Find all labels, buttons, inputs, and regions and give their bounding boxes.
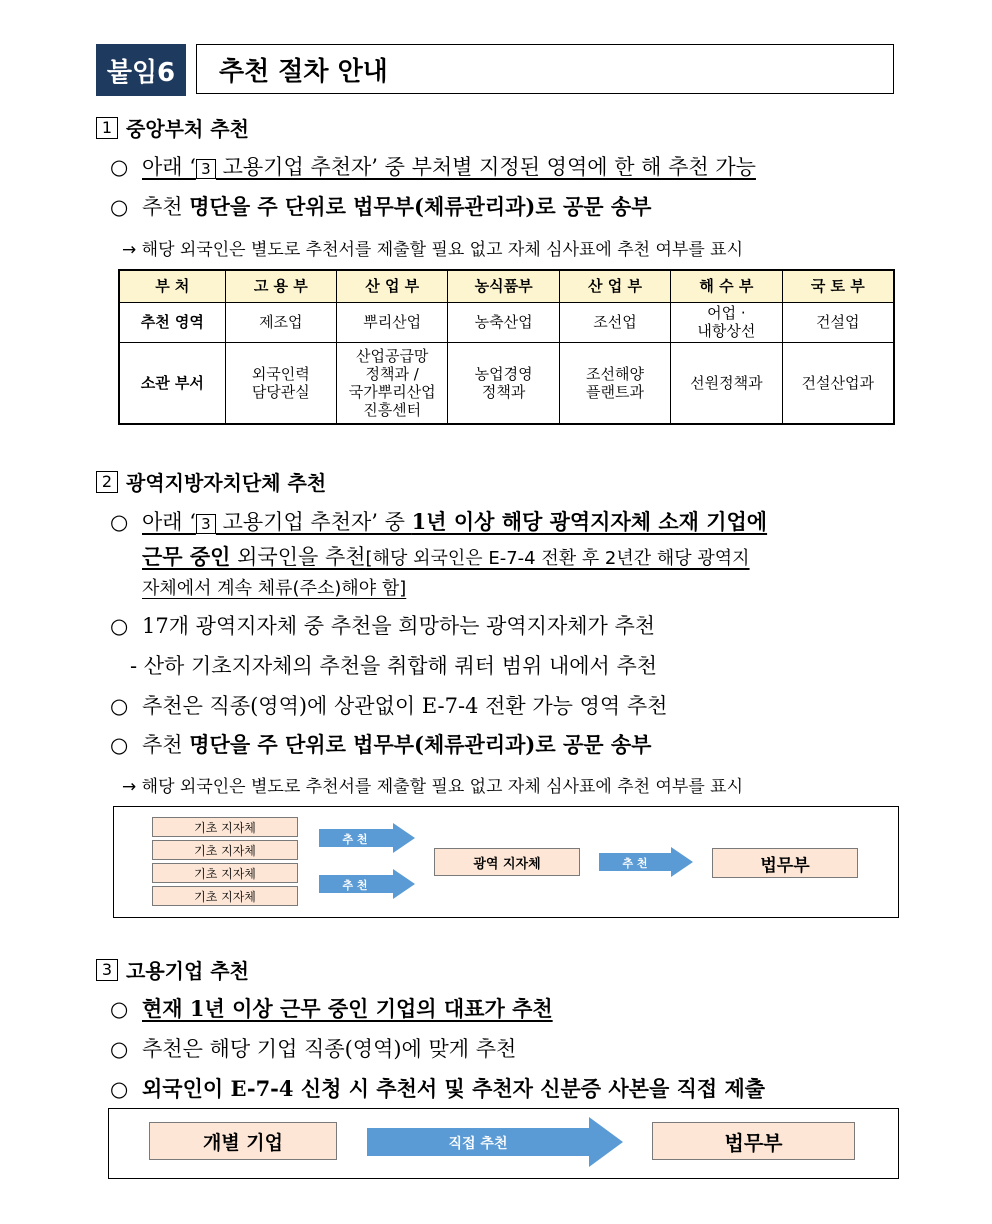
- table-cell: 농축산업: [448, 302, 559, 342]
- flow-middle-box: 광역 지자체: [434, 848, 580, 876]
- bullet-text-bold: 명단을 주 단위로 법무부(체류관리과)로 공문 송부: [189, 732, 652, 757]
- flow-source-box: 기초 지자체: [152, 840, 298, 860]
- flow-diagram-1: [113, 806, 899, 918]
- table-header-cell: 고 용 부: [225, 270, 336, 302]
- flow-arrow-label: 추 천: [622, 857, 648, 870]
- bullet-text: [142, 155, 756, 179]
- table-header-cell: 산 업 부: [559, 270, 670, 302]
- bullet-text-note: 자체에서 계속 체류(주소)해야 함]: [142, 578, 407, 599]
- bullet-marker: ○: [110, 1077, 129, 1101]
- table-header-row: [119, 270, 894, 302]
- bullet-text: 17개 광역지자체 중 추천을 희망하는 광역지자체가 추천: [142, 614, 656, 638]
- bullet-text: [142, 545, 750, 569]
- table-header-cell: 국 토 부: [782, 270, 894, 302]
- section-1-number: 1: [96, 117, 118, 139]
- bullet-marker: ○: [110, 997, 129, 1021]
- table-cell: 조선해양 플랜트과: [559, 342, 670, 424]
- section-3-number: 3: [96, 959, 118, 981]
- bullet-text: 현재 1년 이상 근무 중인 기업의 대표가 추천: [142, 996, 553, 1021]
- bullet-text-post: 고용기업 추천자’ 중 부처별 지정된 영역에 한 해 추천 가능: [215, 155, 756, 179]
- bullet-marker: ○: [110, 1037, 129, 1061]
- section-2-heading: [96, 467, 326, 496]
- bullet-text-pre: 추천: [142, 195, 190, 219]
- bullet-text-bold: 명단을 주 단위로 법무부(체류관리과)로 공문 송부: [189, 194, 652, 219]
- section-1-bullet-1: [110, 151, 756, 181]
- section-2-bullet-3: [110, 690, 667, 720]
- table-cell: 조선업: [559, 302, 670, 342]
- ministry-table: [118, 269, 895, 425]
- table-cell: 외국인력 담당관실: [225, 342, 336, 424]
- section-2-bullet-1-line-3: [142, 574, 406, 600]
- bullet-marker: ○: [110, 155, 129, 179]
- page-title: 추천 절차 안내: [196, 44, 894, 94]
- flow-arrow-label: 추 천: [342, 879, 368, 892]
- ref-number: 3: [196, 514, 216, 534]
- flow-arrow-label: 직접 추천: [448, 1136, 508, 1152]
- section-3-bullet-1: [110, 993, 553, 1023]
- table-row-header: 소관 부서: [119, 342, 225, 424]
- flow-arrow-label: 추 천: [342, 833, 368, 846]
- bullet-marker: ○: [110, 694, 129, 718]
- bullet-marker: ○: [110, 510, 129, 534]
- flow-diagram-2: [108, 1108, 899, 1179]
- bullet-text: 외국인이 E-7-4 신청 시 추천서 및 추천자 신분증 사본을 직접 제출: [142, 1076, 766, 1101]
- section-3-heading: [96, 955, 249, 984]
- section-1-bullet-2: [110, 191, 651, 221]
- flow-source-box: 기초 지자체: [152, 886, 298, 906]
- section-2-bullet-1-line-2: [142, 541, 750, 571]
- bullet-text-pre: 아래 ‘: [142, 155, 196, 179]
- section-2-number: 2: [96, 471, 118, 493]
- bullet-marker: ○: [110, 614, 129, 638]
- section-1-note: → 해당 외국인은 별도로 추천서를 제출할 필요 없고 자체 심사표에 추천 여부를 표시: [122, 240, 744, 260]
- table-cell: 산업공급망 정책과 / 국가뿌리산업 진흥센터: [337, 342, 448, 424]
- bullet-marker: ○: [110, 195, 129, 219]
- section-2-sub-bullet: - 산하 기초지자체의 추천을 취합해 쿼터 범위 내에서 추천: [130, 654, 658, 678]
- table-row: [119, 302, 894, 342]
- flow-target-box: 법무부: [652, 1122, 855, 1160]
- flow-source-box: 개별 기업: [149, 1122, 337, 1160]
- section-3-title: 고용기업 추천: [126, 959, 249, 983]
- flow-source-box: 기초 지자체: [152, 817, 298, 837]
- section-2-bullet-1-line-1: [110, 506, 767, 536]
- section-3-bullet-3: [110, 1073, 765, 1103]
- bullet-marker: ○: [110, 733, 129, 757]
- section-1-heading: [96, 113, 249, 142]
- section-2-note: → 해당 외국인은 별도로 추천서를 제출할 필요 없고 자체 심사표에 추천 여부를 표시: [122, 777, 744, 797]
- table-cell: 선원정책과: [671, 342, 782, 424]
- ref-number: 3: [196, 159, 216, 179]
- section-2-bullet-2: [110, 610, 655, 640]
- table-row: [119, 342, 894, 424]
- table-cell: 건설업: [782, 302, 894, 342]
- table-cell: 제조업: [225, 302, 336, 342]
- table-cell: 뿌리산업: [337, 302, 448, 342]
- bullet-text: 추천은 직종(영역)에 상관없이 E-7-4 전환 가능 영역 추천: [142, 694, 668, 718]
- table-header-cell: 해 수 부: [671, 270, 782, 302]
- bullet-text-pre: 추천: [142, 733, 190, 757]
- flow-source-box: 기초 지자체: [152, 863, 298, 883]
- bullet-text-bold: 1년 이상 해당 광역지자체 소재 기업에: [411, 509, 768, 534]
- section-2-bullet-4: [110, 729, 651, 759]
- table-header-cell: 산 업 부: [337, 270, 448, 302]
- table-cell: 건설산업과: [782, 342, 894, 424]
- table-cell: 어업 · 내항상선: [671, 302, 782, 342]
- section-3-bullet-2: [110, 1033, 516, 1063]
- table-cell: 농업경영 정책과: [448, 342, 559, 424]
- section-2-title: 광역지방자치단체 추천: [126, 471, 327, 495]
- bullet-text: [142, 510, 767, 534]
- flow-target-box: 법무부: [712, 848, 858, 878]
- table-header-cell: 농식품부: [448, 270, 559, 302]
- attachment-badge: 붙임6: [96, 44, 186, 96]
- bullet-text-rest: 외국인을 추천: [230, 545, 366, 569]
- table-header-cell: 부 처: [119, 270, 225, 302]
- table-row-header: 추천 영역: [119, 302, 225, 342]
- bullet-text-bold: 근무 중인: [142, 544, 231, 569]
- bullet-text-mid: 고용기업 추천자’ 중: [215, 510, 412, 534]
- bullet-text: 추천은 해당 기업 직종(영역)에 맞게 추천: [142, 1037, 517, 1061]
- section-1-title: 중앙부처 추천: [126, 117, 249, 141]
- bullet-text-pre: 아래 ‘: [142, 510, 196, 534]
- bullet-text-note: [해당 외국인은 E-7-4 전환 후 2년간 해당 광역지: [365, 548, 750, 569]
